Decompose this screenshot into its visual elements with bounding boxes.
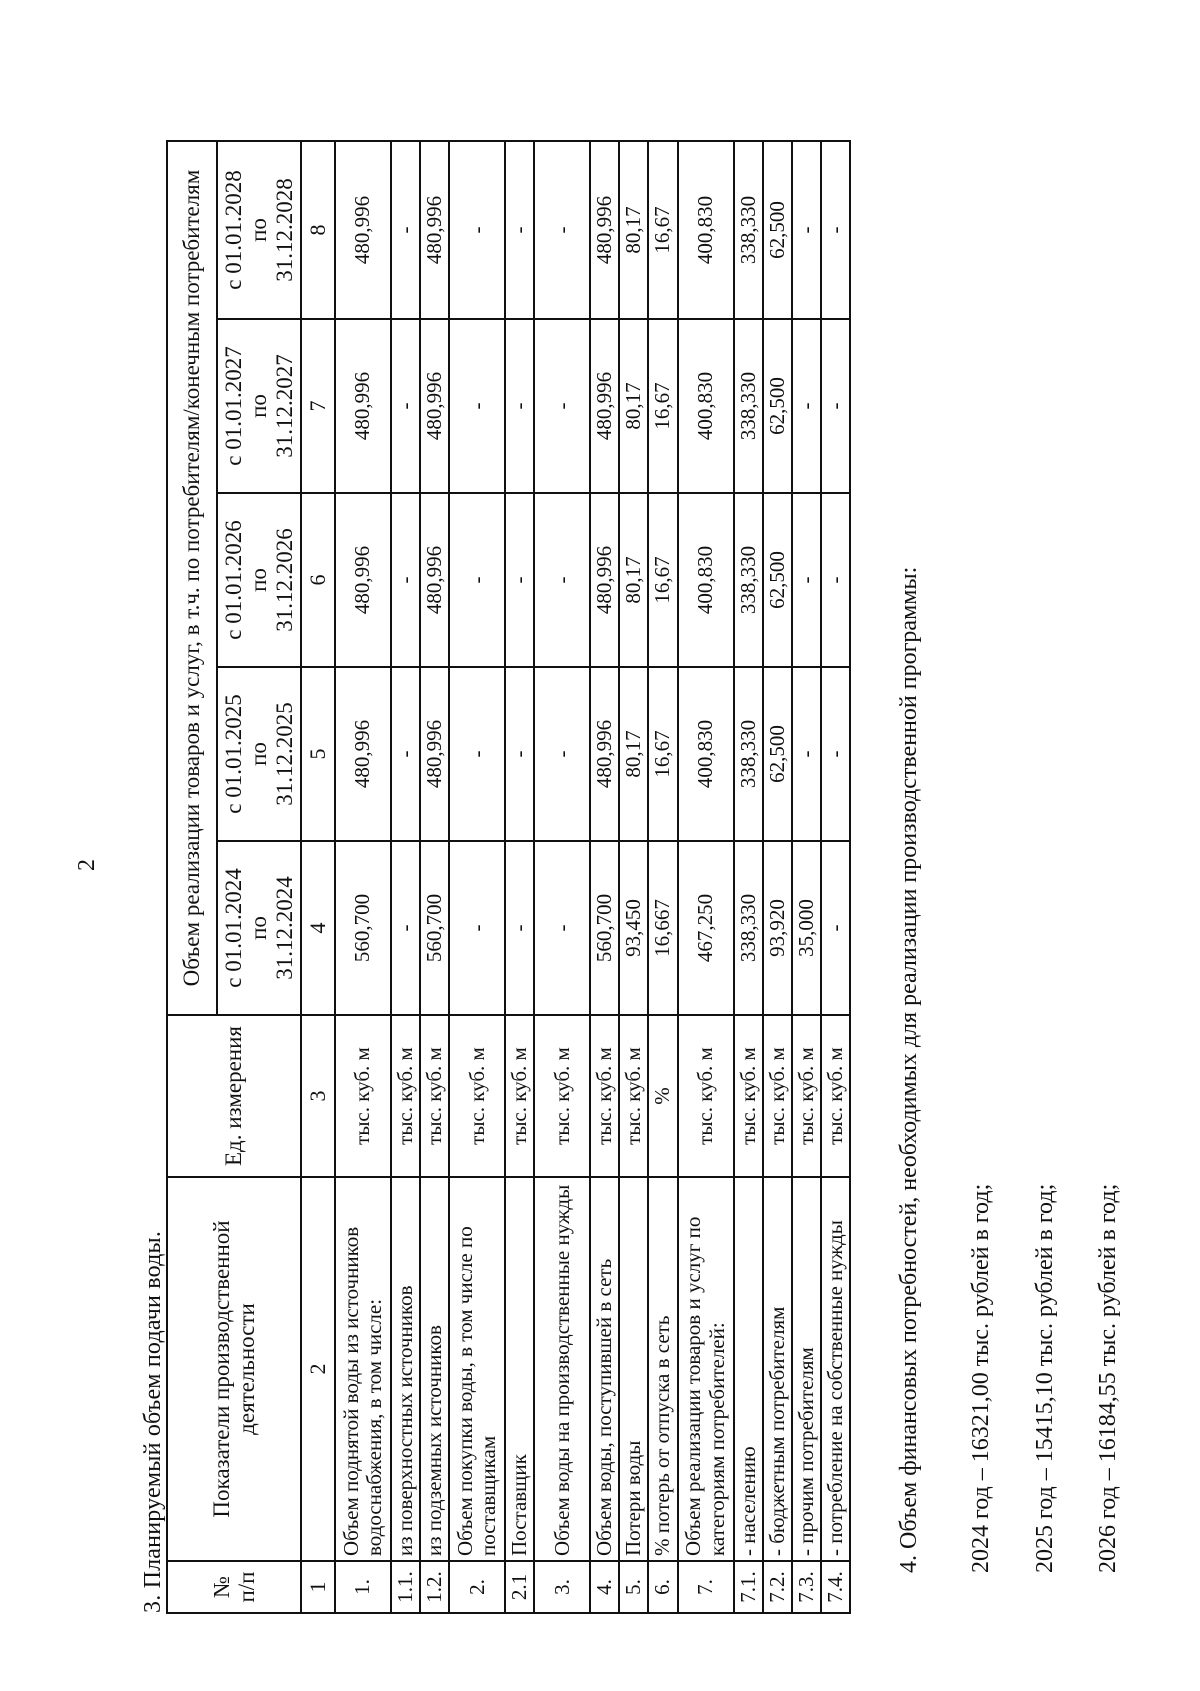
row-value: 400,830	[678, 667, 734, 841]
table-row	[590, 141, 619, 1613]
row-value: 480,996	[335, 319, 391, 493]
column-number-row	[301, 141, 335, 1613]
financial-need-2025: 2025 год – 15415,10 тыс. рублей в год;	[1032, 1183, 1058, 1573]
table-row	[792, 141, 821, 1613]
row-value: 16,67	[648, 493, 677, 667]
table-row	[763, 141, 792, 1613]
row-unit: тыс. куб. м	[763, 1015, 792, 1177]
row-unit: тыс. куб. м	[619, 1015, 648, 1177]
row-unit: тыс. куб. м	[505, 1015, 534, 1177]
row-value: 80,17	[619, 493, 648, 667]
page-number: 2	[74, 859, 100, 871]
row-value: -	[534, 319, 590, 493]
header-period-2027: с 01.01.2027 по 31.12.2027	[217, 319, 301, 493]
section-3-title: 3. Планируемый объем подачи воды.	[140, 1230, 166, 1613]
row-value: 338,330	[734, 493, 763, 667]
row-value: 480,996	[420, 319, 449, 493]
row-value: -	[534, 841, 590, 1015]
row-number: 7.4.	[821, 1561, 850, 1613]
row-indicator: из подземных источников	[420, 1177, 449, 1561]
row-number: 1.	[335, 1561, 391, 1613]
row-number: 2.	[449, 1561, 505, 1613]
row-unit: тыс. куб. м	[590, 1015, 619, 1177]
row-value: 80,17	[619, 319, 648, 493]
row-unit: тыс. куб. м	[449, 1015, 505, 1177]
row-value: 16,67	[648, 319, 677, 493]
row-value: -	[391, 141, 420, 319]
row-value: 93,450	[619, 841, 648, 1015]
row-indicator: Потери воды	[619, 1177, 648, 1561]
row-value: 16,67	[648, 141, 677, 319]
row-value: 480,996	[590, 493, 619, 667]
row-value: 80,17	[619, 141, 648, 319]
row-unit: тыс. куб. м	[391, 1015, 420, 1177]
table-row	[534, 141, 590, 1613]
row-value: 338,330	[734, 141, 763, 319]
row-value: -	[505, 667, 534, 841]
row-value: -	[792, 141, 821, 319]
row-indicator: Объем поднятой воды из источников водоснабжения, в том числе:	[335, 1177, 391, 1561]
row-value: 480,996	[590, 319, 619, 493]
table-row	[335, 141, 391, 1613]
row-value: 80,17	[619, 667, 648, 841]
row-value: 62,500	[763, 667, 792, 841]
row-indicator: Объем покупки воды, в том числе по поставщикам	[449, 1177, 505, 1561]
row-value: -	[391, 667, 420, 841]
row-indicator: - бюджетным потребителям	[763, 1177, 792, 1561]
column-number: 3	[301, 1015, 335, 1177]
column-number: 2	[301, 1177, 335, 1561]
financial-need-2024: 2024 год – 16321,00 тыс. рублей в год;	[968, 1183, 994, 1573]
row-value: 400,830	[678, 141, 734, 319]
row-value: -	[821, 841, 850, 1015]
row-value: -	[449, 493, 505, 667]
row-number: 2.1	[505, 1561, 534, 1613]
row-value: -	[505, 141, 534, 319]
row-value: 480,996	[335, 141, 391, 319]
row-value: 480,996	[590, 667, 619, 841]
table-row	[391, 141, 420, 1613]
row-value: -	[792, 667, 821, 841]
row-value: 400,830	[678, 319, 734, 493]
row-indicator: из поверхностных источников	[391, 1177, 420, 1561]
table-row	[420, 141, 449, 1613]
row-unit: тыс. куб. м	[792, 1015, 821, 1177]
row-value: 16,67	[648, 667, 677, 841]
row-value: -	[449, 319, 505, 493]
header-period-2024: с 01.01.2024 по 31.12.2024	[217, 841, 301, 1015]
row-indicator: Объем реализации товаров и услуг по категориям потребителей:	[678, 1177, 734, 1561]
row-value: 62,500	[763, 493, 792, 667]
row-value: 560,700	[420, 841, 449, 1015]
row-unit: тыс. куб. м	[734, 1015, 763, 1177]
row-value: -	[505, 319, 534, 493]
row-unit: тыс. куб. м	[420, 1015, 449, 1177]
row-number: 7.	[678, 1561, 734, 1613]
row-value: 93,920	[763, 841, 792, 1015]
row-indicator: Поставщик	[505, 1177, 534, 1561]
column-number: 7	[301, 319, 335, 493]
row-value: -	[505, 493, 534, 667]
row-value: 560,700	[335, 841, 391, 1015]
header-group: Объем реализации товаров и услуг, в т.ч. по потребителям/конечным потребителям	[167, 141, 217, 1015]
row-number: 7.3.	[792, 1561, 821, 1613]
row-value: -	[505, 841, 534, 1015]
row-value: 35,000	[792, 841, 821, 1015]
row-value: 338,330	[734, 841, 763, 1015]
row-value: 467,250	[678, 841, 734, 1015]
row-number: 6.	[648, 1561, 677, 1613]
row-value: 62,500	[763, 319, 792, 493]
row-value: 338,330	[734, 319, 763, 493]
row-unit: тыс. куб. м	[335, 1015, 391, 1177]
row-value: 400,830	[678, 493, 734, 667]
row-value: -	[449, 841, 505, 1015]
row-value: -	[534, 141, 590, 319]
column-number: 6	[301, 493, 335, 667]
row-value: -	[792, 493, 821, 667]
row-value: 16,667	[648, 841, 677, 1015]
row-value: -	[391, 319, 420, 493]
row-value: -	[534, 493, 590, 667]
row-number: 1.2.	[420, 1561, 449, 1613]
row-unit: тыс. куб. м	[821, 1015, 850, 1177]
section-4-title: 4. Объем финансовых потребностей, необходимых для реализации производственной программы:	[896, 566, 922, 1573]
water-supply-table	[166, 140, 851, 1614]
row-number: 4.	[590, 1561, 619, 1613]
row-value: 480,996	[420, 493, 449, 667]
row-value: -	[821, 667, 850, 841]
row-value: 560,700	[590, 841, 619, 1015]
row-value: 480,996	[335, 667, 391, 841]
row-value: 338,330	[734, 667, 763, 841]
table-row	[648, 141, 677, 1613]
row-value: -	[534, 667, 590, 841]
column-number: 4	[301, 841, 335, 1015]
header-period-2026: с 01.01.2026 по 31.12.2026	[217, 493, 301, 667]
table-row	[821, 141, 850, 1613]
header-period-2025: с 01.01.2025 по 31.12.2025	[217, 667, 301, 841]
row-value: -	[391, 841, 420, 1015]
row-value: -	[449, 667, 505, 841]
row-indicator: - прочим потребителям	[792, 1177, 821, 1561]
row-value: 480,996	[590, 141, 619, 319]
row-value: -	[821, 493, 850, 667]
row-indicator: - потребление на собственные нужды	[821, 1177, 850, 1561]
header-indicator: Показатели производственной деятельности	[167, 1177, 301, 1561]
row-value: -	[821, 141, 850, 319]
row-number: 7.1.	[734, 1561, 763, 1613]
row-indicator: % потерь от отпуска в сеть	[648, 1177, 677, 1561]
row-number: 5.	[619, 1561, 648, 1613]
table-row	[734, 141, 763, 1613]
column-number: 5	[301, 667, 335, 841]
table-row	[505, 141, 534, 1613]
row-number: 3.	[534, 1561, 590, 1613]
table-row	[678, 141, 734, 1613]
table-row	[619, 141, 648, 1613]
row-indicator: - населению	[734, 1177, 763, 1561]
row-value: -	[391, 493, 420, 667]
row-value: -	[792, 319, 821, 493]
row-unit: тыс. куб. м	[678, 1015, 734, 1177]
row-unit: тыс. куб. м	[534, 1015, 590, 1177]
row-value: -	[449, 141, 505, 319]
row-indicator: Объем воды на производственные нужды	[534, 1177, 590, 1561]
financial-need-2026: 2026 год – 16184,55 тыс. рублей в год;	[1095, 1183, 1121, 1573]
table-row	[449, 141, 505, 1613]
row-value: 62,500	[763, 141, 792, 319]
row-indicator: Объем воды, поступившей в сеть	[590, 1177, 619, 1561]
column-number: 1	[301, 1561, 335, 1613]
header-unit: Ед. измерения	[167, 1015, 301, 1177]
column-number: 8	[301, 141, 335, 319]
row-number: 1.1.	[391, 1561, 420, 1613]
row-value: 480,996	[335, 493, 391, 667]
row-value: 480,996	[420, 141, 449, 319]
row-unit: %	[648, 1015, 677, 1177]
row-number: 7.2.	[763, 1561, 792, 1613]
header-num: № п/п	[167, 1561, 301, 1613]
row-value: 480,996	[420, 667, 449, 841]
header-period-2028: с 01.01.2028 по 31.12.2028	[217, 141, 301, 319]
row-value: -	[821, 319, 850, 493]
